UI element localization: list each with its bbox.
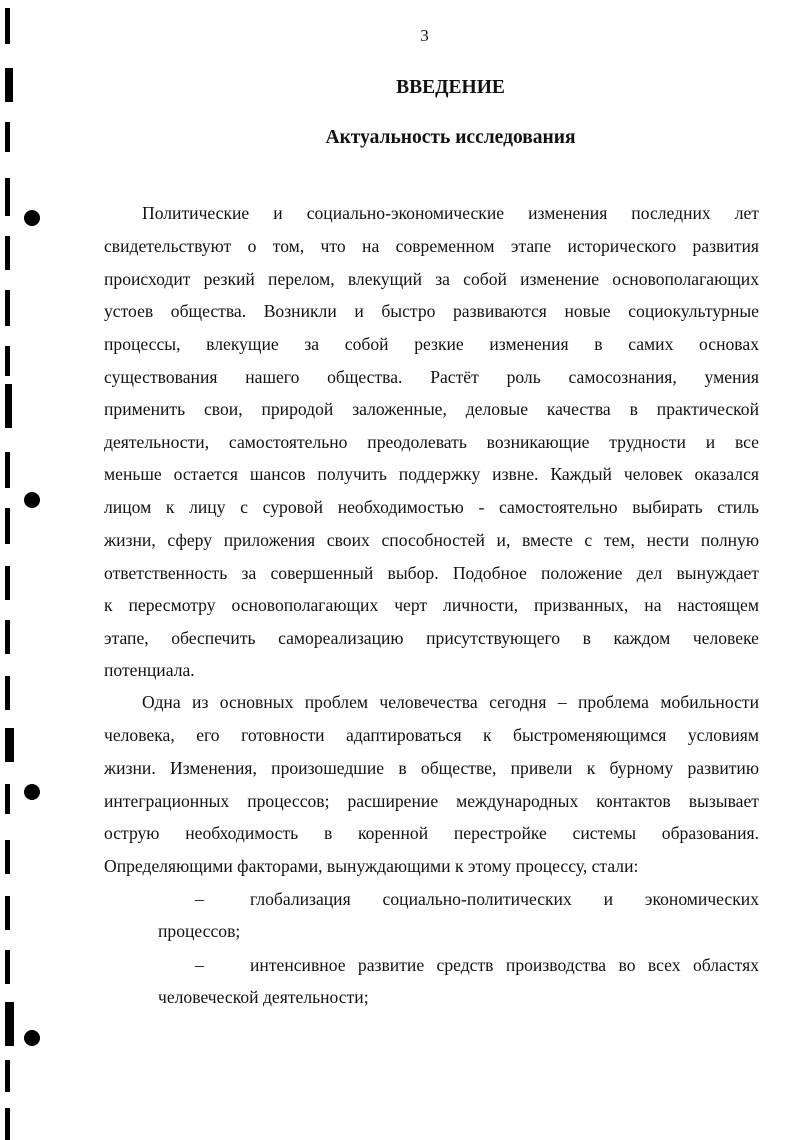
scan-edge-mark xyxy=(5,178,10,216)
text-line: ответственность за совершенный выбор. Подобное положение дел вынуждает xyxy=(104,563,759,583)
list-item-text: интенсивное развитие средств производства во всех областях xyxy=(250,955,759,975)
page-number: 3 xyxy=(420,26,429,45)
page-title: ВВЕДЕНИЕ xyxy=(396,77,505,98)
scan-edge-mark xyxy=(5,452,10,488)
scan-edge-mark xyxy=(5,676,10,710)
scan-edge-mark xyxy=(5,1060,10,1092)
list-dash: – xyxy=(195,889,204,909)
text-line: Одна из основных проблем человечества сегодня – проблема мобильности xyxy=(142,692,759,712)
text-line: к пересмотру основополагающих черт личности, призванных, на настоящем xyxy=(104,595,759,615)
text-line: интеграционных процессов; расширение международных контактов вызывает xyxy=(104,791,759,811)
list-item-text: глобализация социально-политических и экономических xyxy=(250,889,759,909)
scan-edge-mark xyxy=(5,728,14,762)
scan-edge-mark xyxy=(5,508,10,544)
scan-edge-mark xyxy=(5,950,10,984)
scan-edge-mark xyxy=(5,840,10,874)
text-line: жизни, сферу приложения своих способностей и, вместе с тем, нести полную xyxy=(104,530,759,550)
text-line: лицом к лицу с суровой необходимостью - самостоятельно выбирать стиль xyxy=(104,497,759,517)
text-line: меньше остается шансов получить поддержку извне. Каждый человек оказался xyxy=(104,464,759,484)
text-line: человека, его готовности адаптироваться к быстроменяющимся условиям xyxy=(104,725,759,745)
list-item-text: процессов; xyxy=(158,921,241,941)
text-line: острую необходимость в коренной перестройке системы образования. xyxy=(104,823,759,843)
text-line: устоев общества. Возникли и быстро развиваются новые социокультурные xyxy=(104,301,759,321)
scan-edge-mark xyxy=(5,1108,10,1140)
text-line: применить свои, природой заложенные, деловые качества в практической xyxy=(104,399,759,419)
scan-edge-mark xyxy=(5,620,10,654)
text-line: Политические и социально-экономические изменения последних лет xyxy=(142,203,759,223)
scan-edge-mark xyxy=(5,384,12,428)
text-line: жизни. Изменения, произошедшие в обществе, привели к бурному развитию xyxy=(104,758,759,778)
scan-edge-mark xyxy=(5,1002,14,1046)
scan-edge-mark xyxy=(5,784,10,814)
scan-edge-mark xyxy=(5,346,10,376)
list-item-text: человеческой деятельности; xyxy=(158,987,369,1007)
text-line: происходит резкий перелом, влекущий за собой изменение основополагающих xyxy=(104,269,759,289)
scan-edge-mark xyxy=(5,566,10,600)
scan-edge-mark xyxy=(5,236,10,270)
text-line: деятельности, самостоятельно преодолевать возникающие трудности и все xyxy=(104,432,759,452)
punch-hole xyxy=(24,492,40,508)
text-line: этапе, обеспечить самореализацию присутствующего в каждом человеке xyxy=(104,628,759,648)
punch-hole xyxy=(24,784,40,800)
text-line: свидетельствуют о том, что на современном этапе исторического развития xyxy=(104,236,759,256)
scan-edge-mark xyxy=(5,290,10,326)
scan-edge-mark xyxy=(5,896,10,930)
text-line: потенциала. xyxy=(104,660,195,680)
text-line: существования нашего общества. Растёт роль самосознания, умения xyxy=(104,367,759,387)
text-line: Определяющими факторами, вынуждающими к этому процессу, стали: xyxy=(104,856,639,876)
punch-hole xyxy=(24,210,40,226)
section-subtitle: Актуальность исследования xyxy=(325,127,576,148)
list-dash: – xyxy=(195,955,204,975)
text-line: процессы, влекущие за собой резкие изменения в самих основах xyxy=(104,334,759,354)
punch-hole xyxy=(24,1030,40,1046)
